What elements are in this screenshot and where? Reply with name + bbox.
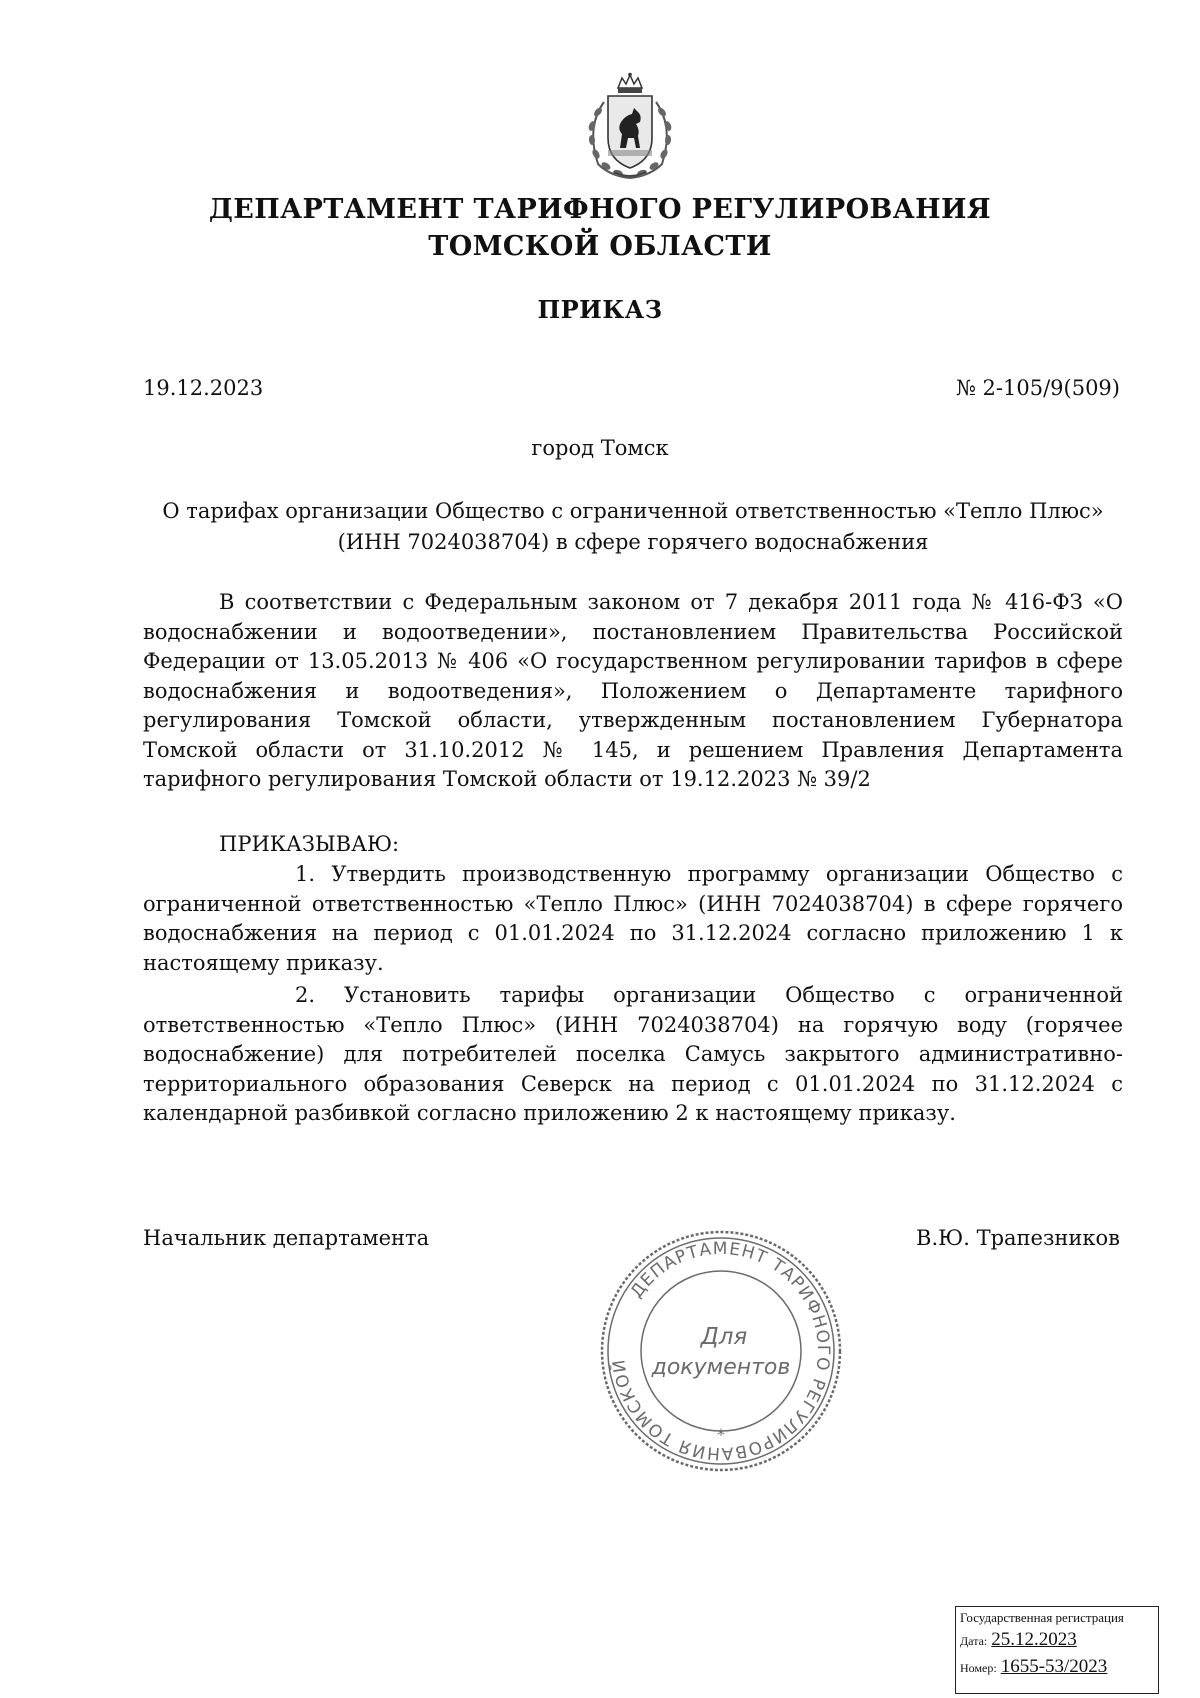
stamp-star: * bbox=[717, 1425, 725, 1444]
order-item-text: Установить тарифы организации Общество с ограниченной ответственностью «Тепло Плюс» (ИНН 7024038704) на горячую воду (горячее водоснабжение) для потребителей поселка Самусь закрытого административно-территориального образования Северск на период с 01.01.2024 по 31.12.2024 с календарной разбивкой согласно приложению 2 к настоящему приказу. bbox=[143, 983, 1123, 1125]
order-item bbox=[143, 981, 1123, 1129]
preamble-paragraph: В соответствии с Федеральным законом от 7 декабря 2011 года № 416-ФЗ «О водоснабжении и водоотведении», постановлением Правительства Российской Федерации от 13.05.2013 № 406 «О государственном регулировании тарифов в сфере водоснабжения и водоотведения», Положением о Департаменте тарифного регулирования Томской области, утвержденным постановлением Губернатора Томской области от 31.10.2012 № 145, и решением Правления Департамента тарифного регулирования Томской области от 19.12.2023 № 39/2 bbox=[143, 590, 1123, 791]
registration-date-value: 25.12.2023 bbox=[991, 1629, 1077, 1650]
document-number: № 2-105/9(509) bbox=[956, 376, 1120, 400]
stamp-center-line-2: документов bbox=[651, 1355, 791, 1380]
registration-box bbox=[955, 1606, 1159, 1694]
order-item-number: 1. bbox=[295, 862, 316, 886]
registration-date-row bbox=[960, 1627, 1154, 1654]
round-seal-stamp-icon bbox=[598, 1228, 844, 1474]
document-city: город Томск bbox=[531, 436, 669, 460]
signer-position: Начальник департамента bbox=[143, 1226, 430, 1250]
stamp-ring-text: ДЕПАРТАМЕНТ ТАРИФНОГО РЕГУЛИРОВАНИЯ ТОМСКОЙ bbox=[609, 1238, 834, 1464]
coat-of-arms-icon bbox=[574, 72, 686, 182]
order-item-number: 2. bbox=[295, 983, 316, 1007]
registration-number-row bbox=[960, 1654, 1154, 1681]
signer-name: В.Ю. Трапезников bbox=[916, 1226, 1120, 1250]
order-item bbox=[143, 860, 1123, 978]
subject-line-1: О тарифах организации Общество с ограниченной ответственностью «Тепло Плюс» bbox=[162, 499, 1104, 523]
registration-title: Государственная регистрация bbox=[960, 1610, 1124, 1625]
organization-name-line-2: ТОМСКОЙ ОБЛАСТИ bbox=[428, 231, 772, 262]
registration-number-value: 1655-53/2023 bbox=[1000, 1656, 1108, 1677]
organization-name-line-1: ДЕПАРТАМЕНТ ТАРИФНОГО РЕГУЛИРОВАНИЯ bbox=[208, 194, 992, 225]
document-type-title: ПРИКАЗ bbox=[537, 295, 663, 324]
document-subject bbox=[143, 496, 1123, 558]
registration-number-label: Номер: bbox=[960, 1661, 997, 1675]
order-item-text: Утвердить производственную программу организации Общество с ограниченной ответственностью «Тепло Плюс» (ИНН 7024038704) в сфере горячего водоснабжения на период с 01.01.2024 по 31.12.2024 согласно приложению 1 к настоящему приказу. bbox=[143, 862, 1123, 975]
registration-date-label: Дата: bbox=[960, 1634, 988, 1648]
order-keyword: ПРИКАЗЫВАЮ: bbox=[219, 832, 400, 856]
subject-line-2: (ИНН 7024038704) в сфере горячего водоснабжения bbox=[337, 530, 929, 554]
stamp-center-line-1: Для bbox=[700, 1324, 748, 1350]
document-date: 19.12.2023 bbox=[143, 376, 264, 400]
